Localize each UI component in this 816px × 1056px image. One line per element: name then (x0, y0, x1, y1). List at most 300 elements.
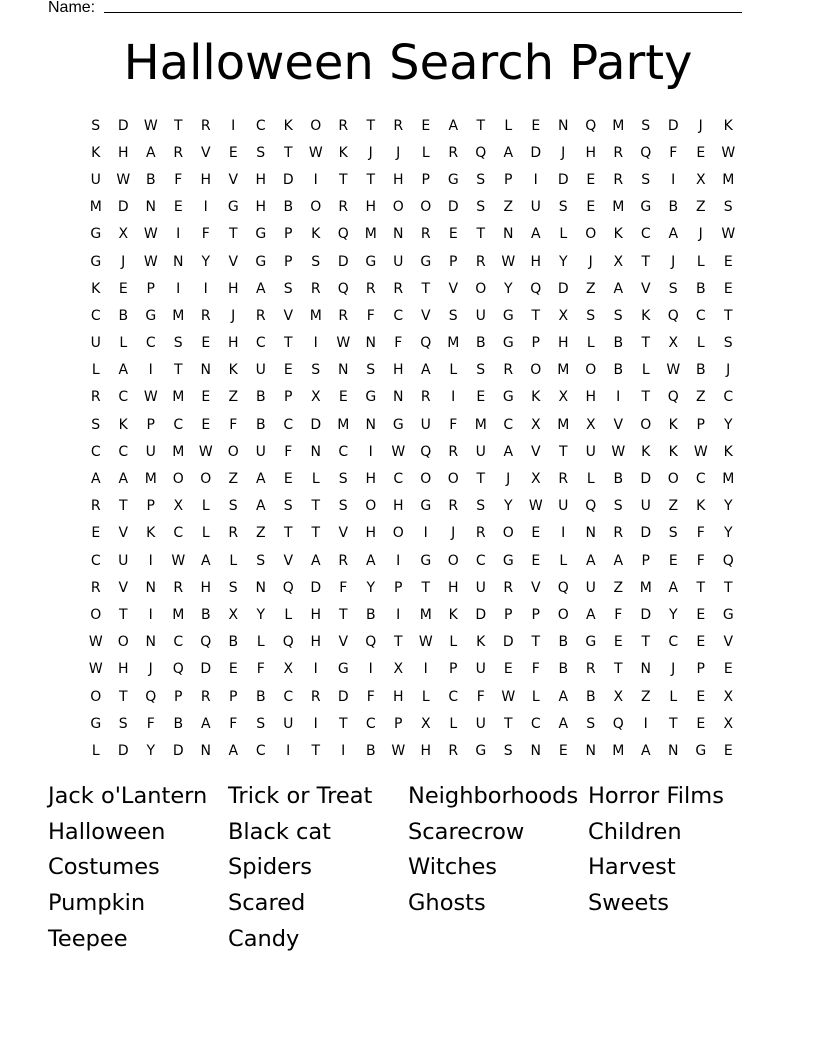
grid-letter: K (641, 443, 651, 460)
grid-letter: S (173, 335, 183, 352)
grid-letter: A (255, 471, 266, 488)
grid-letter: S (118, 715, 128, 732)
grid-letter: H (530, 253, 542, 270)
grid-letter: M (172, 389, 185, 406)
grid-letter: E (696, 144, 706, 161)
grid-letter: G (420, 498, 432, 515)
grid-letter: R (338, 552, 349, 569)
grid-letter: C (640, 226, 651, 243)
grid-letter: N (365, 416, 376, 433)
grid-letter: E (283, 471, 293, 488)
grid-letter: C (365, 715, 376, 732)
grid-letter: X (530, 416, 541, 433)
grid-letter: A (668, 579, 679, 596)
grid-letter: H (310, 634, 322, 651)
grid-letter: N (585, 742, 596, 759)
grid-letter: D (200, 661, 212, 678)
grid-letter: N (393, 389, 404, 406)
grid-letter: G (420, 253, 432, 270)
grid-letter: B (558, 634, 569, 651)
grid-letter: T (696, 579, 706, 596)
grid-letter: L (504, 117, 513, 134)
word-item: Black cat (228, 818, 332, 845)
grid-letter: P (394, 715, 403, 732)
grid-letter: Z (613, 579, 624, 596)
grid-letter: M (144, 471, 157, 488)
grid-letter: R (365, 280, 376, 297)
word-item: Children (588, 818, 682, 845)
grid-letter: R (200, 307, 211, 324)
grid-letter: S (91, 416, 101, 433)
grid-letter: G (255, 253, 267, 270)
grid-letter: B (228, 634, 239, 651)
letter-grid (82, 112, 742, 765)
grid-letter: E (531, 117, 541, 134)
grid-letter: I (451, 389, 456, 406)
grid-letter: B (200, 606, 211, 623)
grid-row (82, 330, 742, 357)
grid-letter: U (145, 443, 156, 460)
grid-letter: I (396, 552, 401, 569)
grid-letter: U (585, 443, 596, 460)
grid-letter: L (311, 471, 320, 488)
grid-letter: S (476, 362, 486, 379)
grid-letter: Q (282, 634, 294, 651)
grid-letter: A (200, 715, 211, 732)
grid-row (82, 194, 742, 221)
grid-letter: I (671, 171, 676, 188)
grid-letter: Z (228, 389, 239, 406)
grid-letter: H (392, 498, 404, 515)
grid-letter: R (393, 280, 404, 297)
grid-row (82, 629, 742, 656)
grid-letter: T (311, 742, 321, 759)
grid-letter: E (613, 634, 623, 651)
grid-letter: E (228, 661, 238, 678)
grid-letter: R (448, 443, 459, 460)
grid-letter: H (227, 280, 239, 297)
grid-letter: F (366, 688, 375, 705)
grid-letter: Z (585, 280, 596, 297)
grid-letter: O (90, 688, 102, 705)
grid-letter: F (531, 661, 540, 678)
grid-letter: D (117, 742, 129, 759)
grid-letter: W (171, 552, 186, 569)
grid-letter: G (365, 253, 377, 270)
grid-letter: O (200, 471, 212, 488)
grid-letter: U (420, 416, 431, 433)
grid-letter: M (89, 199, 102, 216)
grid-letter: M (309, 307, 322, 324)
grid-letter: S (338, 471, 348, 488)
grid-letter: C (173, 416, 184, 433)
grid-letter: B (173, 715, 184, 732)
grid-letter: B (668, 199, 679, 216)
grid-letter: R (475, 525, 486, 542)
grid-letter: H (557, 335, 569, 352)
grid-letter: A (365, 552, 376, 569)
grid-letter: I (533, 171, 538, 188)
grid-letter: A (613, 552, 624, 569)
grid-letter: O (172, 471, 184, 488)
grid-letter: O (310, 199, 322, 216)
grid-letter: T (476, 226, 486, 243)
grid-letter: D (337, 253, 349, 270)
grid-letter: Q (282, 579, 294, 596)
grid-letter: W (143, 226, 158, 243)
grid-letter: S (448, 307, 458, 324)
grid-letter: F (174, 171, 183, 188)
grid-letter: P (284, 389, 293, 406)
grid-letter: S (311, 362, 321, 379)
grid-letter: M (722, 471, 735, 488)
grid-letter: T (723, 307, 733, 324)
grid-row (82, 601, 742, 628)
grid-letter: X (118, 226, 129, 243)
grid-letter: X (420, 715, 431, 732)
grid-letter: C (283, 416, 294, 433)
grid-row (82, 493, 742, 520)
grid-letter: F (366, 307, 375, 324)
grid-letter: T (476, 117, 486, 134)
grid-letter: T (531, 634, 541, 651)
grid-letter: I (203, 199, 208, 216)
grid-letter: T (641, 335, 651, 352)
grid-letter: L (586, 471, 595, 488)
grid-letter: H (310, 606, 322, 623)
grid-row (82, 112, 742, 139)
grid-letter: P (504, 171, 513, 188)
name-label: Name: (48, 0, 96, 16)
word-list-row (48, 778, 788, 814)
grid-letter: Q (612, 715, 624, 732)
grid-letter: E (696, 688, 706, 705)
grid-letter: Y (366, 579, 376, 596)
grid-letter: G (447, 171, 459, 188)
grid-letter: T (421, 579, 431, 596)
grid-letter: X (613, 253, 624, 270)
grid-row (82, 656, 742, 683)
grid-letter: K (641, 307, 651, 324)
grid-letter: A (585, 606, 596, 623)
grid-letter: R (613, 171, 624, 188)
grid-letter: Y (723, 416, 733, 433)
grid-letter: Z (640, 688, 651, 705)
grid-row (82, 438, 742, 465)
grid-letter: C (173, 525, 184, 542)
grid-letter: X (558, 307, 569, 324)
grid-letter: O (557, 606, 569, 623)
grid-letter: P (284, 253, 293, 270)
grid-letter: G (337, 661, 349, 678)
grid-letter: Q (200, 634, 212, 651)
grid-letter: N (310, 443, 321, 460)
grid-letter: T (613, 661, 623, 678)
grid-letter: V (640, 280, 651, 297)
grid-letter: H (255, 199, 267, 216)
grid-letter: C (530, 715, 541, 732)
grid-letter: M (557, 362, 570, 379)
grid-letter: N (365, 335, 376, 352)
grid-letter: J (561, 144, 566, 161)
grid-letter: J (506, 471, 511, 488)
grid-letter: P (146, 416, 155, 433)
grid-letter: M (612, 117, 625, 134)
grid-letter: H (365, 199, 377, 216)
grid-letter: F (696, 552, 705, 569)
grid-letter: W (528, 498, 543, 515)
grid-letter: B (255, 416, 266, 433)
grid-letter: D (640, 525, 652, 542)
grid-letter: D (530, 144, 542, 161)
grid-letter: B (255, 389, 266, 406)
grid-letter: U (283, 715, 294, 732)
grid-letter: N (338, 362, 349, 379)
grid-letter: R (448, 498, 459, 515)
grid-letter: K (338, 144, 348, 161)
grid-letter: R (173, 579, 184, 596)
grid-letter: Z (695, 199, 706, 216)
grid-letter: C (90, 307, 101, 324)
grid-letter: A (613, 280, 624, 297)
grid-letter: E (228, 144, 238, 161)
name-underline[interactable] (104, 12, 742, 13)
grid-letter: T (366, 171, 376, 188)
grid-letter: L (559, 552, 568, 569)
grid-letter: H (585, 144, 597, 161)
grid-letter: L (449, 715, 458, 732)
grid-letter: R (613, 525, 624, 542)
grid-letter: K (696, 498, 706, 515)
grid-letter: L (559, 226, 568, 243)
grid-letter: I (313, 715, 318, 732)
grid-letter: E (338, 389, 348, 406)
grid-letter: R (200, 117, 211, 134)
grid-letter: Q (420, 443, 432, 460)
grid-letter: V (338, 634, 349, 651)
grid-letter: R (173, 144, 184, 161)
grid-letter: R (228, 525, 239, 542)
grid-letter: L (201, 498, 210, 515)
grid-letter: L (449, 362, 458, 379)
grid-letter: W (336, 335, 351, 352)
grid-letter: X (558, 389, 569, 406)
grid-letter: P (696, 416, 705, 433)
grid-letter: D (667, 117, 679, 134)
grid-letter: T (228, 226, 238, 243)
grid-letter: T (283, 144, 293, 161)
grid-letter: T (641, 389, 651, 406)
grid-letter: H (585, 389, 597, 406)
grid-letter: G (365, 389, 377, 406)
grid-letter: D (282, 171, 294, 188)
grid-letter: C (283, 688, 294, 705)
grid-letter: E (201, 416, 211, 433)
grid-letter: T (173, 117, 183, 134)
grid-row (82, 384, 742, 411)
grid-letter: B (255, 688, 266, 705)
grid-letter: G (640, 199, 652, 216)
grid-letter: S (613, 498, 623, 515)
grid-letter: P (394, 579, 403, 596)
grid-letter: R (475, 253, 486, 270)
grid-letter: B (283, 199, 294, 216)
grid-letter: F (339, 579, 348, 596)
word-list (48, 778, 788, 956)
grid-letter: Y (723, 498, 733, 515)
grid-letter: J (698, 226, 703, 243)
grid-letter: H (200, 171, 212, 188)
grid-letter: F (201, 226, 210, 243)
grid-letter: R (338, 117, 349, 134)
grid-letter: J (396, 144, 401, 161)
grid-letter: C (723, 389, 734, 406)
grid-letter: R (503, 362, 514, 379)
grid-letter: V (200, 144, 211, 161)
grid-letter: J (148, 661, 153, 678)
grid-letter: W (501, 688, 516, 705)
grid-letter: M (612, 742, 625, 759)
grid-letter: S (668, 525, 678, 542)
grid-letter: B (613, 335, 624, 352)
grid-letter: J (121, 253, 126, 270)
grid-letter: B (145, 171, 156, 188)
word-item: Harvest (588, 854, 676, 881)
grid-letter: O (310, 117, 322, 134)
grid-letter: V (613, 416, 624, 433)
grid-row (82, 465, 742, 492)
grid-letter: D (337, 688, 349, 705)
name-field (48, 0, 742, 18)
grid-letter: G (502, 389, 514, 406)
grid-letter: V (228, 253, 239, 270)
grid-letter: S (586, 715, 596, 732)
grid-letter: U (640, 498, 651, 515)
grid-letter: L (229, 552, 238, 569)
grid-letter: V (530, 443, 541, 460)
grid-letter: I (368, 443, 373, 460)
grid-letter: E (586, 199, 596, 216)
word-item: Neighborhoods (408, 782, 579, 809)
grid-row (82, 275, 742, 302)
grid-letter: E (586, 171, 596, 188)
grid-letter: K (91, 144, 101, 161)
grid-letter: D (640, 471, 652, 488)
grid-letter: A (145, 144, 156, 161)
grid-letter: M (337, 416, 350, 433)
grid-letter: A (640, 742, 651, 759)
grid-letter: T (668, 715, 678, 732)
grid-letter: I (616, 389, 621, 406)
grid-letter: G (722, 606, 734, 623)
grid-letter: C (118, 443, 129, 460)
grid-letter: S (503, 742, 513, 759)
grid-letter: J (671, 253, 676, 270)
grid-letter: E (503, 661, 513, 678)
grid-letter: X (283, 661, 294, 678)
grid-letter: A (118, 471, 129, 488)
grid-letter: X (585, 416, 596, 433)
grid-letter: B (695, 362, 706, 379)
grid-letter: Q (557, 579, 569, 596)
grid-letter: E (201, 389, 211, 406)
grid-letter: E (558, 742, 568, 759)
grid-letter: A (585, 552, 596, 569)
grid-letter: G (392, 416, 404, 433)
grid-letter: B (558, 661, 569, 678)
grid-letter: J (671, 661, 676, 678)
grid-letter: M (612, 199, 625, 216)
grid-letter: I (313, 661, 318, 678)
grid-letter: G (502, 307, 514, 324)
grid-letter: O (420, 199, 432, 216)
grid-letter: R (90, 498, 101, 515)
grid-letter: L (531, 688, 540, 705)
grid-letter: L (91, 362, 100, 379)
grid-letter: Q (530, 280, 542, 297)
grid-row (82, 357, 742, 384)
page-title: Halloween Search Party (123, 35, 693, 91)
grid-letter: E (723, 661, 733, 678)
grid-letter: G (90, 253, 102, 270)
grid-letter: O (420, 471, 432, 488)
grid-letter: Y (201, 253, 211, 270)
grid-letter: N (200, 362, 211, 379)
grid-letter: Q (365, 634, 377, 651)
grid-letter: A (448, 117, 459, 134)
word-item: Sweets (588, 889, 669, 916)
grid-letter: O (90, 606, 102, 623)
grid-letter: N (585, 525, 596, 542)
word-item: Witches (408, 854, 498, 881)
grid-letter: E (531, 525, 541, 542)
grid-letter: R (448, 144, 459, 161)
grid-letter: J (231, 307, 236, 324)
grid-letter: U (475, 579, 486, 596)
grid-letter: G (502, 552, 514, 569)
grid-letter: H (227, 335, 239, 352)
grid-letter: T (531, 307, 541, 324)
grid-letter: Q (337, 280, 349, 297)
grid-letter: Q (667, 307, 679, 324)
grid-letter: S (311, 253, 321, 270)
grid-letter: P (229, 688, 238, 705)
grid-letter: I (148, 362, 153, 379)
grid-letter: L (421, 144, 430, 161)
grid-letter: X (530, 471, 541, 488)
grid-letter: H (117, 144, 129, 161)
word-item: Candy (228, 925, 300, 952)
grid-letter: O (365, 498, 377, 515)
grid-letter: K (531, 389, 541, 406)
grid-letter: P (146, 498, 155, 515)
grid-letter: S (668, 280, 678, 297)
word-list-row (48, 814, 788, 850)
grid-letter: A (503, 144, 514, 161)
grid-letter: K (668, 443, 678, 460)
grid-letter: B (118, 307, 129, 324)
grid-letter: T (283, 335, 293, 352)
grid-letter: H (447, 579, 459, 596)
grid-letter: R (420, 389, 431, 406)
grid-letter: V (283, 307, 294, 324)
grid-letter: I (341, 742, 346, 759)
grid-letter: T (118, 606, 128, 623)
grid-letter: T (421, 280, 431, 297)
grid-letter: Z (228, 471, 239, 488)
grid-letter: T (393, 634, 403, 651)
grid-letter: Y (146, 742, 156, 759)
